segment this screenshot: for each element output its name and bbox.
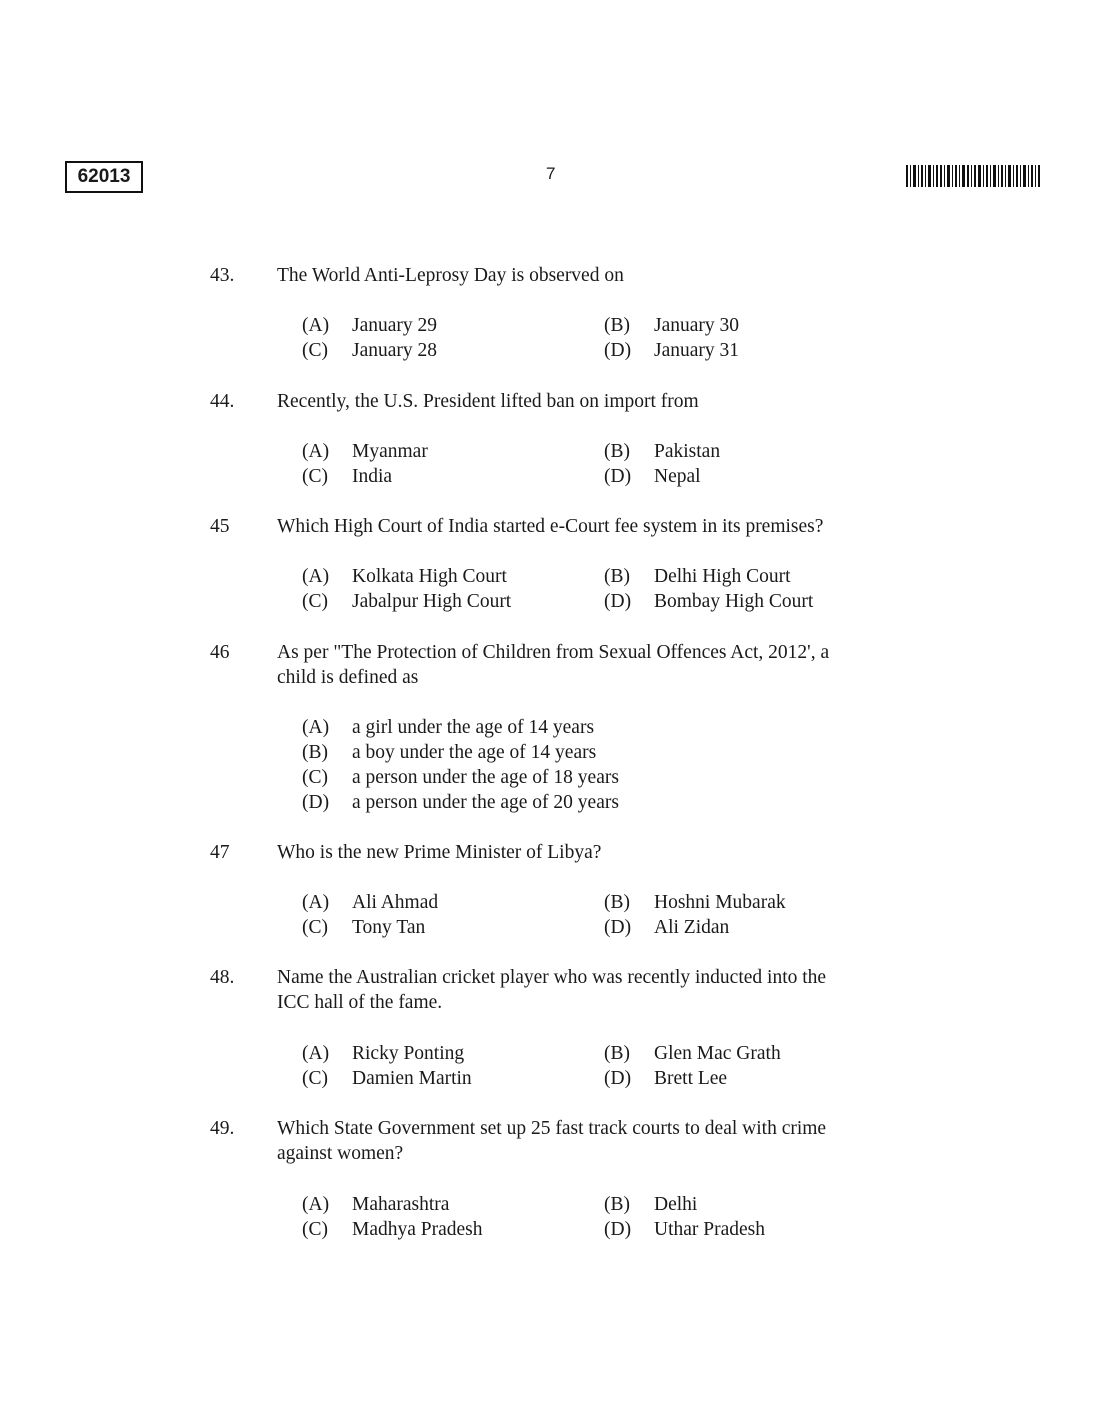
paper-code: 62013 [77, 166, 131, 187]
question-text: Which State Government set up 25 fast track courts to deal with crime against women? [277, 1118, 827, 1164]
question-text: The World Anti-Leprosy Day is observed on [277, 265, 624, 286]
option-d: (D) Nepal [604, 466, 701, 487]
question-text: Which High Court of India started e-Court fee system in its premises? [277, 516, 824, 537]
question-text: As per "The Protection of Children from Sexual Offences Act, 2012', a child is defined as [277, 642, 830, 688]
question-number: 47 [210, 842, 230, 863]
option-c: (C) January 28 [302, 340, 438, 361]
option-b: (B) Delhi High Court [604, 566, 791, 587]
option-b: (B) Glen Mac Grath [604, 1043, 781, 1064]
page-number: 7 [546, 164, 556, 183]
question-number: 45 [210, 516, 230, 537]
option-a: (A) Myanmar [302, 441, 428, 462]
option-d: (D) Ali Zidan [604, 917, 730, 938]
option-a: (A) Ali Ahmad [302, 892, 439, 913]
question-number: 49. [210, 1118, 235, 1139]
option-d: (D) January 31 [604, 340, 740, 361]
option-c: (C) Tony Tan [302, 917, 426, 938]
question-number: 44. [210, 391, 235, 412]
option-a: (A) a girl under the age of 14 years [302, 717, 595, 738]
option-d: (D) Bombay High Court [604, 591, 814, 612]
option-c: (C) Damien Martin [302, 1068, 472, 1089]
option-c: (C) Jabalpur High Court [302, 591, 512, 612]
option-d: (D) Brett Lee [604, 1068, 728, 1089]
option-c: (C) a person under the age of 18 years [302, 767, 619, 788]
option-a: (A) Kolkata High Court [302, 566, 507, 587]
option-b: (B) Delhi [604, 1194, 698, 1215]
option-b: (B) January 30 [604, 315, 740, 336]
question-number: 48. [210, 967, 235, 988]
question-number: 46 [210, 642, 230, 663]
question-text: Recently, the U.S. President lifted ban on import from [277, 391, 699, 412]
option-b: (B) Hoshni Mubarak [604, 892, 786, 913]
option-b: (B) a boy under the age of 14 years [302, 742, 597, 763]
option-d: (D) Uthar Pradesh [604, 1219, 766, 1240]
question-text: Who is the new Prime Minister of Libya? [277, 842, 602, 863]
option-a: (A) Ricky Ponting [302, 1043, 465, 1064]
paper-code-box [65, 161, 143, 193]
question-number: 43. [210, 265, 235, 286]
option-a: (A) January 29 [302, 315, 438, 336]
option-b: (B) Pakistan [604, 441, 721, 462]
option-d: (D) a person under the age of 20 years [302, 792, 619, 813]
option-c: (C) Madhya Pradesh [302, 1219, 483, 1240]
barcode-image [906, 165, 1040, 187]
option-a: (A) Maharashtra [302, 1194, 450, 1215]
option-c: (C) India [302, 466, 393, 487]
question-text: Name the Australian cricket player who was recently inducted into the ICC hall of the fame. [277, 967, 827, 1013]
